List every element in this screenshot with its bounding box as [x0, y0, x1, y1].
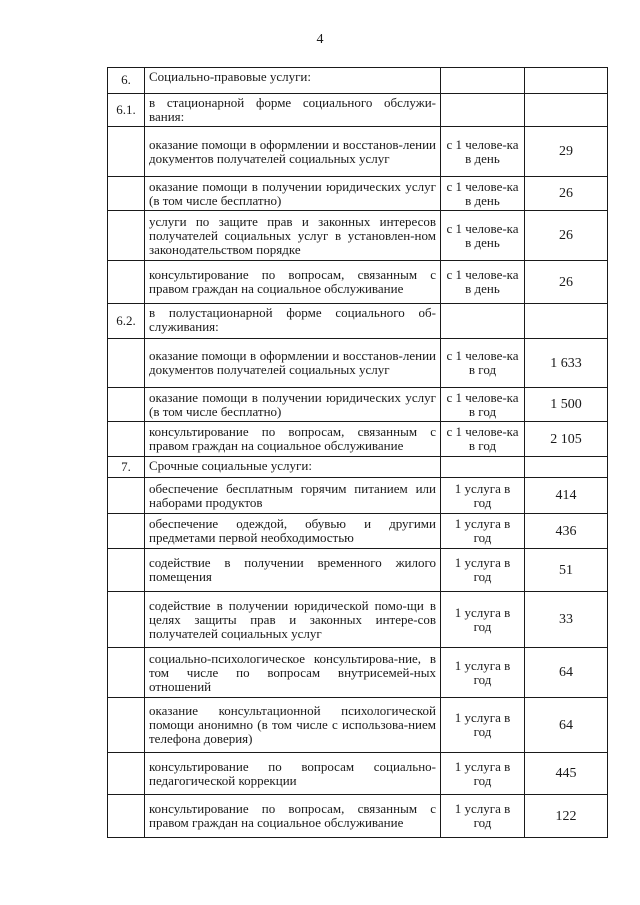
service-unit [441, 457, 525, 478]
row-number: 6.1. [108, 94, 145, 127]
row-number [108, 648, 145, 698]
service-count: 414 [525, 478, 608, 514]
service-count: 64 [525, 648, 608, 698]
row-number [108, 753, 145, 795]
service-unit [441, 304, 525, 339]
service-count: 445 [525, 753, 608, 795]
service-unit: с 1 челове-ка в день [441, 177, 525, 211]
row-number [108, 211, 145, 261]
table-row [108, 388, 608, 422]
service-count: 436 [525, 514, 608, 549]
services-table [107, 67, 608, 838]
table-row [108, 698, 608, 753]
service-unit: 1 услуга в год [441, 698, 525, 753]
table-row [108, 261, 608, 304]
service-count: 2 105 [525, 422, 608, 457]
service-unit: с 1 челове-ка в день [441, 211, 525, 261]
row-number [108, 795, 145, 838]
service-unit: с 1 челове-ка в день [441, 261, 525, 304]
table-row [108, 648, 608, 698]
service-description: услуги по защите прав и законных интересов получателей социальных услуг в установлен-ном законодательством порядке [145, 211, 441, 261]
service-count: 51 [525, 549, 608, 592]
service-description: в полустационарной форме социального об-служивания: [145, 304, 441, 339]
table-row [108, 422, 608, 457]
service-description: консультирование по вопросам, связанным с правом граждан на социальное обслуживание [145, 795, 441, 838]
table-row [108, 94, 608, 127]
service-unit: 1 услуга в год [441, 795, 525, 838]
service-description: консультирование по вопросам, связанным с правом граждан на социальное обслуживание [145, 422, 441, 457]
table-row [108, 592, 608, 648]
service-count: 33 [525, 592, 608, 648]
table-row [108, 753, 608, 795]
service-description: оказание консультационной психологической помощи анонимно (в том числе с использова-нием телефона доверия) [145, 698, 441, 753]
service-description: содействие в получении временного жилого помещения [145, 549, 441, 592]
service-unit: с 1 челове-ка в день [441, 127, 525, 177]
row-number [108, 549, 145, 592]
service-unit: с 1 челове-ка в год [441, 422, 525, 457]
row-number: 7. [108, 457, 145, 478]
row-number [108, 422, 145, 457]
table-row [108, 795, 608, 838]
service-count: 29 [525, 127, 608, 177]
row-number [108, 261, 145, 304]
service-count: 64 [525, 698, 608, 753]
service-count [525, 457, 608, 478]
row-number [108, 339, 145, 388]
service-unit [441, 68, 525, 94]
service-description: оказание помощи в оформлении и восстанов-лении документов получателей социальных услуг [145, 127, 441, 177]
table-row [108, 68, 608, 94]
row-number [108, 127, 145, 177]
service-description: оказание помощи в оформлении и восстанов-лении документов получателей социальных услуг [145, 339, 441, 388]
service-count [525, 94, 608, 127]
table-row [108, 478, 608, 514]
row-number [108, 514, 145, 549]
service-description: оказание помощи в получении юридических услуг (в том числе бесплатно) [145, 177, 441, 211]
service-description: оказание помощи в получении юридических услуг (в том числе бесплатно) [145, 388, 441, 422]
service-count: 26 [525, 211, 608, 261]
table-row [108, 304, 608, 339]
service-description: Социально-правовые услуги: [145, 68, 441, 94]
table-row [108, 177, 608, 211]
service-description: консультирование по вопросам социально-педагогической коррекции [145, 753, 441, 795]
row-number [108, 592, 145, 648]
table-row [108, 457, 608, 478]
row-number: 6.2. [108, 304, 145, 339]
service-count: 26 [525, 177, 608, 211]
service-description: Срочные социальные услуги: [145, 457, 441, 478]
service-unit: с 1 челове-ка в год [441, 339, 525, 388]
row-number [108, 698, 145, 753]
service-unit: 1 услуга в год [441, 648, 525, 698]
service-count [525, 68, 608, 94]
table-row [108, 127, 608, 177]
service-unit: с 1 челове-ка в год [441, 388, 525, 422]
table-row [108, 339, 608, 388]
service-count: 122 [525, 795, 608, 838]
row-number [108, 177, 145, 211]
service-description: содействие в получении юридической помо-щи в целях защиты прав и законных интере-сов получателей социальных услуг [145, 592, 441, 648]
service-unit: 1 услуга в год [441, 592, 525, 648]
service-unit: 1 услуга в год [441, 514, 525, 549]
service-description: обеспечение бесплатным горячим питанием или наборами продуктов [145, 478, 441, 514]
table-row [108, 549, 608, 592]
service-count: 1 500 [525, 388, 608, 422]
table-row [108, 514, 608, 549]
service-unit: 1 услуга в год [441, 549, 525, 592]
service-description: консультирование по вопросам, связанным с правом граждан на социальное обслуживание [145, 261, 441, 304]
service-count [525, 304, 608, 339]
page-number: 4 [316, 32, 324, 47]
table-row [108, 211, 608, 261]
row-number [108, 388, 145, 422]
services-table-body [108, 68, 608, 838]
service-count: 26 [525, 261, 608, 304]
service-unit: 1 услуга в год [441, 478, 525, 514]
service-description: обеспечение одеждой, обувью и другими предметами первой необходимостью [145, 514, 441, 549]
row-number [108, 478, 145, 514]
service-unit: 1 услуга в год [441, 753, 525, 795]
service-count: 1 633 [525, 339, 608, 388]
service-unit [441, 94, 525, 127]
service-description: социально-психологическое консультирова-ние, в том числе по вопросам внутрисемей-ных отношений [145, 648, 441, 698]
service-description: в стационарной форме социального обслужи-вания: [145, 94, 441, 127]
row-number: 6. [108, 68, 145, 94]
